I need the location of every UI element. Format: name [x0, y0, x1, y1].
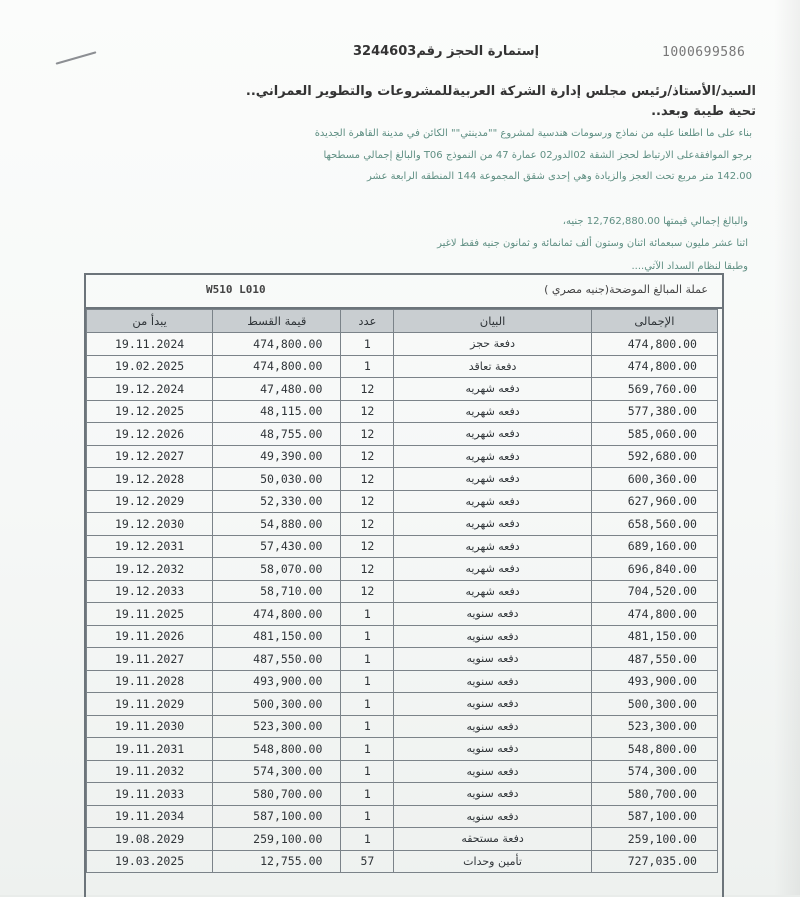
start-date-cell: 19.12.2033	[87, 580, 213, 603]
column-header-row	[87, 310, 718, 333]
count-cell: 1	[341, 783, 394, 806]
total-cell: 689,160.00	[591, 535, 717, 558]
total-cell: 481,150.00	[591, 625, 717, 648]
installment-cell: 487,550.00	[213, 648, 341, 671]
installment-cell: 47,480.00	[213, 378, 341, 401]
body-line-3: 142.00 متر مربع تحت العجز والزيادة وهي إحدى شقق المجموعة 144 المنطقه الرابعة عشر	[367, 171, 752, 182]
count-cell: 1	[341, 828, 394, 851]
installment-cell: 259,100.00	[213, 828, 341, 851]
installment-cell: 52,330.00	[213, 490, 341, 513]
count-cell: 1	[341, 625, 394, 648]
description-cell: دفعه سنويه	[394, 625, 591, 648]
body-line-2: برجو الموافقةعلى الارتباط لحجز الشقة 02الدور02 عمارة 47 من النموذج T06 والبالغ إجمالي مسطحها	[323, 150, 752, 161]
start-date-cell: 19.11.2029	[87, 693, 213, 716]
table-row	[87, 760, 718, 783]
table-row	[87, 445, 718, 468]
table-row	[87, 558, 718, 581]
count-cell: 12	[341, 400, 394, 423]
count-cell: 1	[341, 603, 394, 626]
total-value-line: والبالغ إجمالي قيمتها 12,762,880.00 جنيه،	[562, 216, 748, 227]
installment-cell: 587,100.00	[213, 805, 341, 828]
installment-cell: 474,800.00	[213, 355, 341, 378]
count-cell: 1	[341, 670, 394, 693]
description-cell: دفعه سنويه	[394, 603, 591, 626]
table-row	[87, 828, 718, 851]
start-date-cell: 19.02.2025	[87, 355, 213, 378]
start-date-cell: 19.03.2025	[87, 850, 213, 873]
table-row	[87, 490, 718, 513]
payment-plan-intro: وطبقا لنظام السداد الآتي....	[631, 261, 748, 272]
count-cell: 12	[341, 558, 394, 581]
currency-label: عملة المبالغ الموضحة(جنيه مصري )	[544, 283, 708, 296]
count-cell: 1	[341, 693, 394, 716]
start-date-cell: 19.08.2029	[87, 828, 213, 851]
table-row	[87, 693, 718, 716]
installment-cell: 12,755.00	[213, 850, 341, 873]
table-row	[87, 333, 718, 356]
installment-cell: 50,030.00	[213, 468, 341, 491]
installment-cell: 580,700.00	[213, 783, 341, 806]
installment-cell: 54,880.00	[213, 513, 341, 536]
total-cell: 500,300.00	[591, 693, 717, 716]
description-cell: دفعه سنويه	[394, 715, 591, 738]
description-cell: دفعه شهريه	[394, 468, 591, 491]
description-cell: دفعه سنويه	[394, 693, 591, 716]
description-cell: دفعه شهريه	[394, 445, 591, 468]
start-date-cell: 19.11.2030	[87, 715, 213, 738]
total-cell: 487,550.00	[591, 648, 717, 671]
description-cell: دفعه سنويه	[394, 648, 591, 671]
table-row	[87, 783, 718, 806]
table-row	[87, 400, 718, 423]
installment-cell: 58,710.00	[213, 580, 341, 603]
installment-cell: 48,115.00	[213, 400, 341, 423]
count-cell: 1	[341, 805, 394, 828]
count-cell: 57	[341, 850, 394, 873]
table-row	[87, 603, 718, 626]
table-row	[87, 850, 718, 873]
count-cell: 1	[341, 715, 394, 738]
count-cell: 1	[341, 333, 394, 356]
count-cell: 1	[341, 760, 394, 783]
start-date-cell: 19.12.2027	[87, 445, 213, 468]
start-date-cell: 19.11.2026	[87, 625, 213, 648]
total-in-words-line: اثنا عشر مليون سبعمائة اثنان وستون ألف ثمانمائة و ثمانون جنيه فقط لاغير	[437, 238, 748, 249]
start-date-cell: 19.12.2026	[87, 423, 213, 446]
schedule-table	[86, 309, 718, 873]
description-cell: دفعه شهريه	[394, 580, 591, 603]
addressee-line: السيد/الأستاذ/رئيس مجلس إدارة الشركة العربيةللمشروعات والتطوير العمراني..	[245, 84, 756, 99]
start-date-cell: 19.12.2030	[87, 513, 213, 536]
body-line-1: بناء على ما اطلعنا عليه من نماذج ورسومات هندسية لمشروع ""مدينتي"" الكائن في مدينة القاهرة الجديدة	[314, 128, 752, 139]
installment-cell: 523,300.00	[213, 715, 341, 738]
description-cell: تأمين وحدات	[394, 850, 591, 873]
start-date-cell: 19.12.2032	[87, 558, 213, 581]
description-cell: دفعة مستحقه	[394, 828, 591, 851]
total-cell: 696,840.00	[591, 558, 717, 581]
description-cell: دفعه شهريه	[394, 535, 591, 558]
description-cell: دفعه شهريه	[394, 558, 591, 581]
installment-cell: 500,300.00	[213, 693, 341, 716]
description-cell: دفعه شهريه	[394, 513, 591, 536]
description-cell: دفعه سنويه	[394, 738, 591, 761]
total-cell: 474,800.00	[591, 603, 717, 626]
schedule-header	[86, 275, 722, 309]
description-cell: دفعه شهريه	[394, 378, 591, 401]
installment-cell: 57,430.00	[213, 535, 341, 558]
col-description: البيان	[394, 310, 591, 333]
total-cell: 474,800.00	[591, 333, 717, 356]
total-cell: 587,100.00	[591, 805, 717, 828]
installment-cell: 48,755.00	[213, 423, 341, 446]
total-cell: 627,960.00	[591, 490, 717, 513]
table-row	[87, 468, 718, 491]
count-cell: 12	[341, 468, 394, 491]
count-cell: 1	[341, 648, 394, 671]
count-cell: 12	[341, 423, 394, 446]
description-cell: دفعه شهريه	[394, 423, 591, 446]
total-cell: 585,060.00	[591, 423, 717, 446]
description-cell: دفعه سنويه	[394, 783, 591, 806]
total-cell: 259,100.00	[591, 828, 717, 851]
total-cell: 574,300.00	[591, 760, 717, 783]
form-title: إستمارة الحجز رقم3244603	[353, 44, 540, 59]
start-date-cell: 19.11.2028	[87, 670, 213, 693]
total-cell: 577,380.00	[591, 400, 717, 423]
total-cell: 658,560.00	[591, 513, 717, 536]
description-cell: دفعه شهريه	[394, 490, 591, 513]
table-row	[87, 535, 718, 558]
table-row	[87, 715, 718, 738]
table-row	[87, 513, 718, 536]
table-row	[87, 648, 718, 671]
pen-mark	[56, 51, 97, 64]
total-cell: 569,760.00	[591, 378, 717, 401]
total-cell: 474,800.00	[591, 355, 717, 378]
total-cell: 704,520.00	[591, 580, 717, 603]
description-cell: دفعه سنويه	[394, 670, 591, 693]
count-cell: 12	[341, 580, 394, 603]
table-row	[87, 378, 718, 401]
description-cell: دفعه سنويه	[394, 805, 591, 828]
start-date-cell: 19.11.2033	[87, 783, 213, 806]
description-cell: دفعة حجز	[394, 333, 591, 356]
col-installment: قيمة القسط	[213, 310, 341, 333]
table-row	[87, 423, 718, 446]
start-date-cell: 19.12.2025	[87, 400, 213, 423]
installment-cell: 574,300.00	[213, 760, 341, 783]
table-row	[87, 625, 718, 648]
installment-cell: 493,900.00	[213, 670, 341, 693]
start-date-cell: 19.12.2029	[87, 490, 213, 513]
start-date-cell: 19.12.2024	[87, 378, 213, 401]
total-cell: 592,680.00	[591, 445, 717, 468]
installment-cell: 474,800.00	[213, 333, 341, 356]
table-row	[87, 670, 718, 693]
count-cell: 12	[341, 490, 394, 513]
description-cell: دفعه سنويه	[394, 760, 591, 783]
start-date-cell: 19.12.2031	[87, 535, 213, 558]
start-date-cell: 19.11.2024	[87, 333, 213, 356]
total-cell: 548,800.00	[591, 738, 717, 761]
col-count: عدد	[341, 310, 394, 333]
table-row	[87, 580, 718, 603]
count-cell: 12	[341, 445, 394, 468]
start-date-cell: 19.11.2034	[87, 805, 213, 828]
installment-cell: 481,150.00	[213, 625, 341, 648]
total-cell: 727,035.00	[591, 850, 717, 873]
count-cell: 12	[341, 378, 394, 401]
installment-cell: 58,070.00	[213, 558, 341, 581]
start-date-cell: 19.11.2027	[87, 648, 213, 671]
description-cell: دفعة تعاقد	[394, 355, 591, 378]
count-cell: 1	[341, 738, 394, 761]
table-row	[87, 355, 718, 378]
table-row	[87, 738, 718, 761]
total-cell: 523,300.00	[591, 715, 717, 738]
start-date-cell: 19.11.2025	[87, 603, 213, 626]
description-cell: دفعه شهريه	[394, 400, 591, 423]
start-date-cell: 19.11.2031	[87, 738, 213, 761]
document-number: 1000699586	[662, 45, 746, 60]
col-start-date: يبدأ من	[87, 310, 213, 333]
installment-cell: 49,390.00	[213, 445, 341, 468]
count-cell: 1	[341, 355, 394, 378]
total-cell: 580,700.00	[591, 783, 717, 806]
start-date-cell: 19.11.2032	[87, 760, 213, 783]
total-cell: 600,360.00	[591, 468, 717, 491]
installment-cell: 548,800.00	[213, 738, 341, 761]
count-cell: 12	[341, 513, 394, 536]
total-cell: 493,900.00	[591, 670, 717, 693]
payment-schedule	[84, 273, 724, 897]
count-cell: 12	[341, 535, 394, 558]
col-total: الإجمالى	[591, 310, 717, 333]
greeting-line: تحية طيبة وبعد..	[651, 104, 756, 119]
table-row	[87, 805, 718, 828]
installment-cell: 474,800.00	[213, 603, 341, 626]
start-date-cell: 19.12.2028	[87, 468, 213, 491]
unit-code: W510 L010	[206, 283, 266, 296]
